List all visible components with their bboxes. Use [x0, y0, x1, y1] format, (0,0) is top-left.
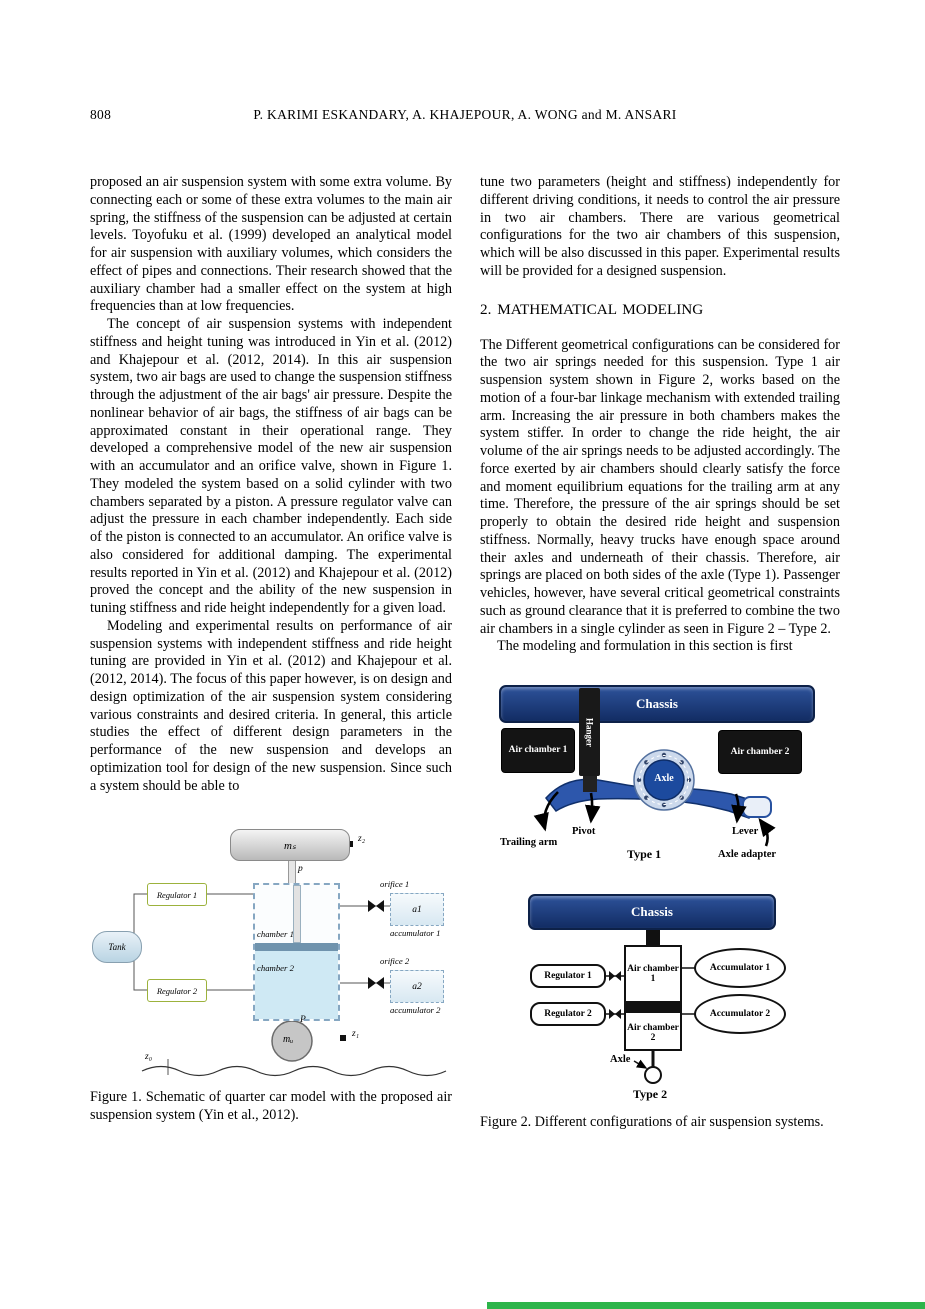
type1-chassis: Chassis — [499, 685, 815, 723]
type2-regulator-1: Regulator 1 — [530, 964, 606, 988]
axle-adapter-label: Axle adapter — [718, 849, 777, 860]
figure-2 — [480, 680, 840, 1132]
axle-circle — [645, 1067, 661, 1083]
type2-air-chamber-1: Air chamber 1 — [627, 963, 679, 984]
type1-air-chamber-1: Air chamber 1 — [501, 728, 575, 773]
type2-axle-label: Axle — [610, 1054, 631, 1065]
regulator-1-box: Regulator 1 — [147, 883, 207, 906]
chamber-2-region — [255, 951, 338, 1019]
type1-label: Type 1 — [627, 847, 662, 861]
trailing-arm-label: Trailing arm — [500, 837, 558, 848]
paragraph: Modeling and experimental results on performance of air suspension systems with independent stiffness and ride height tuning are provided in Yin et al. (2012) and Khajepour et al. (2012, 2014). The focus of this paper however, is on design and design optimization of the air suspension system considering various constraints and desired criteria. In general, this article studies the effect of different design parameters in the performance of the new suspension and develops an optimization tool for design of the new suspension. Since such a system should be able to — [90, 617, 452, 794]
type2-piston-divider — [626, 1001, 680, 1013]
running-header-authors: P. KARIMI ESKANDARY, A. KHAJEPOUR, A. WONG and M. ANSARI — [253, 107, 677, 122]
air-spring-cylinder — [253, 883, 340, 1021]
type1-air-chamber-2: Air chamber 2 — [718, 730, 802, 774]
z0-label: z₀ — [145, 1052, 152, 1063]
regulator-valve-icons — [609, 971, 621, 1019]
type1-hanger: Hanger — [579, 688, 600, 776]
axle-adapter-roller — [743, 797, 771, 817]
paragraph: The modeling and formulation in this section is first — [497, 638, 793, 655]
tank: Tank — [92, 931, 142, 963]
accumulator-2-box: a2 — [390, 970, 444, 1003]
p-upper-label: p — [298, 864, 303, 875]
accumulator-1-box: a1 — [390, 893, 444, 926]
paragraph: proposed an air suspension system with some extra volume. By connecting each or some of these extra volumes to the main air spring, the stiffness of the suspension can be adjusted at certain levels. Toyofuku et al. (1999) developed an analytical model for air suspension with auxiliary volumes, which considers the effect of pipes and connections. Their research showed that the auxiliary chamber had a smaller effect on the system at high frequencies than at low frequencies. — [90, 174, 452, 315]
cylinder-inner-rod — [293, 885, 301, 943]
type2-chassis: Chassis — [528, 894, 776, 930]
figure-1-drawing — [90, 813, 450, 1081]
type2-air-chamber-2: Air chamber 2 — [627, 1022, 679, 1043]
left-column — [90, 174, 452, 1132]
orifice-1-label: orifice 1 — [380, 879, 410, 890]
section-heading: 2. MATHEMATICAL MODELING — [480, 300, 704, 318]
bottom-green-strip — [487, 1302, 925, 1309]
running-header — [90, 107, 840, 123]
p-lower-label: P — [300, 1015, 306, 1026]
chamber2-label: chamber 2 — [257, 963, 294, 974]
figure-1-caption: Figure 1. Schematic of quarter car model with the proposed air suspension system (Yin et al., 2012). — [90, 1089, 452, 1123]
axle-pointer-arrow — [634, 1061, 646, 1068]
pivot-bracket — [583, 776, 597, 792]
sprung-mass-block: mₛ — [230, 829, 350, 861]
accumulator-2-label: accumulator 2 — [390, 1005, 441, 1016]
two-column-body — [90, 174, 840, 1132]
pivot-label: Pivot — [572, 826, 596, 837]
lever-label: Lever — [732, 826, 759, 837]
orifice-2-label: orifice 2 — [380, 956, 410, 967]
paragraph: tune two parameters (height and stiffness) independently for different driving conditions, it needs to control the air pressure in two air chambers. There are various geometrical configurations for the two air chambers of this suspension, which will be also discussed in this paper. Experimental results will be provided for a designed suspension. — [480, 174, 840, 279]
figure-2-type2-drawing — [516, 891, 796, 1106]
chamber1-label: chamber 1 — [257, 929, 294, 940]
figure-2-caption: Figure 2. Different configurations of air suspension systems. — [480, 1114, 824, 1130]
z1-label: z₁ — [352, 1029, 359, 1040]
figure-2-type1-drawing — [496, 680, 818, 875]
paragraph: The concept of air suspension systems with independent stiffness and height tuning was introduced in Yin et al. (2012) and Khajepour et al. (2012, 2014). In this air suspension system, two air bags are used to change the suspension stiffness through the adjustment of the air bags' air pressure. Despite the nonlinear behavior of air bags, the stiffness of air bags can be approximated constant in their operational range. They developed a comprehensive model of the new air suspension with an accumulator and an orifice valve, shown in Figure 1. They modeled the system based on a solid cylinder with two chambers separated by a piston. A pressure regulator valve can adjust the pressure in each chamber independently. Each side of the piston is connected to an accumulator. An orifice valve is also considered for additional damping. The experimental results reported in Yin et al. (2012) and Khajepour et al. (2012) proved the concept and the ability of the new suspension in tuning stiffness and ride height independently for a given load. — [90, 316, 452, 616]
right-column — [480, 174, 840, 1132]
type2-label: Type 2 — [633, 1087, 668, 1101]
upper-piston-rod — [288, 859, 296, 885]
page-number: 808 — [90, 107, 112, 122]
unsprung-mass-label: mᵤ — [283, 1034, 294, 1046]
orifice-valve-icons — [340, 841, 384, 1041]
type2-chamber-box — [624, 945, 682, 1051]
regulator-2-box: Regulator 2 — [147, 979, 207, 1002]
accumulator-1-label: accumulator 1 — [390, 928, 441, 939]
piston-divider — [255, 943, 338, 951]
figure-1 — [90, 813, 452, 1125]
z2-label: z₂ — [358, 834, 365, 845]
axle-label: Axle — [654, 773, 674, 784]
type2-accumulator-2: Accumulator 2 — [694, 994, 786, 1034]
ground-profile — [142, 1067, 446, 1076]
type2-regulator-2: Regulator 2 — [530, 1002, 606, 1026]
paragraph: The Different geometrical configurations can be considered for the two air springs needed for this suspension. Type 1 air suspension system shown in Figure 2, works based on the motion of a four-bar linkage mechanism with extended trailing arm. Increasing the air pressure in both chambers makes the system stiffer. In order to change the ride height, the air volume of the air springs needs to be adjusted accordingly. The force exerted by air chambers should clearly satisfy the force and moment equilibrium equations for the trailing arm at any time. Therefore, the pressure of the air springs should be set properly to obtain the desired ride height and suspension stiffness. Normally, heavy trucks have enough space around their axles and underneath of their chassis. Therefore, air springs are placed on both sides of the axle (Type 1). Passenger vehicles, however, have several critical geometrical constraints such as ground clearance that it is preferred to combine the two air chambers in a single cylinder as seen in Figure 2 – Type 2. — [480, 336, 840, 637]
type2-accumulator-1: Accumulator 1 — [694, 948, 786, 988]
